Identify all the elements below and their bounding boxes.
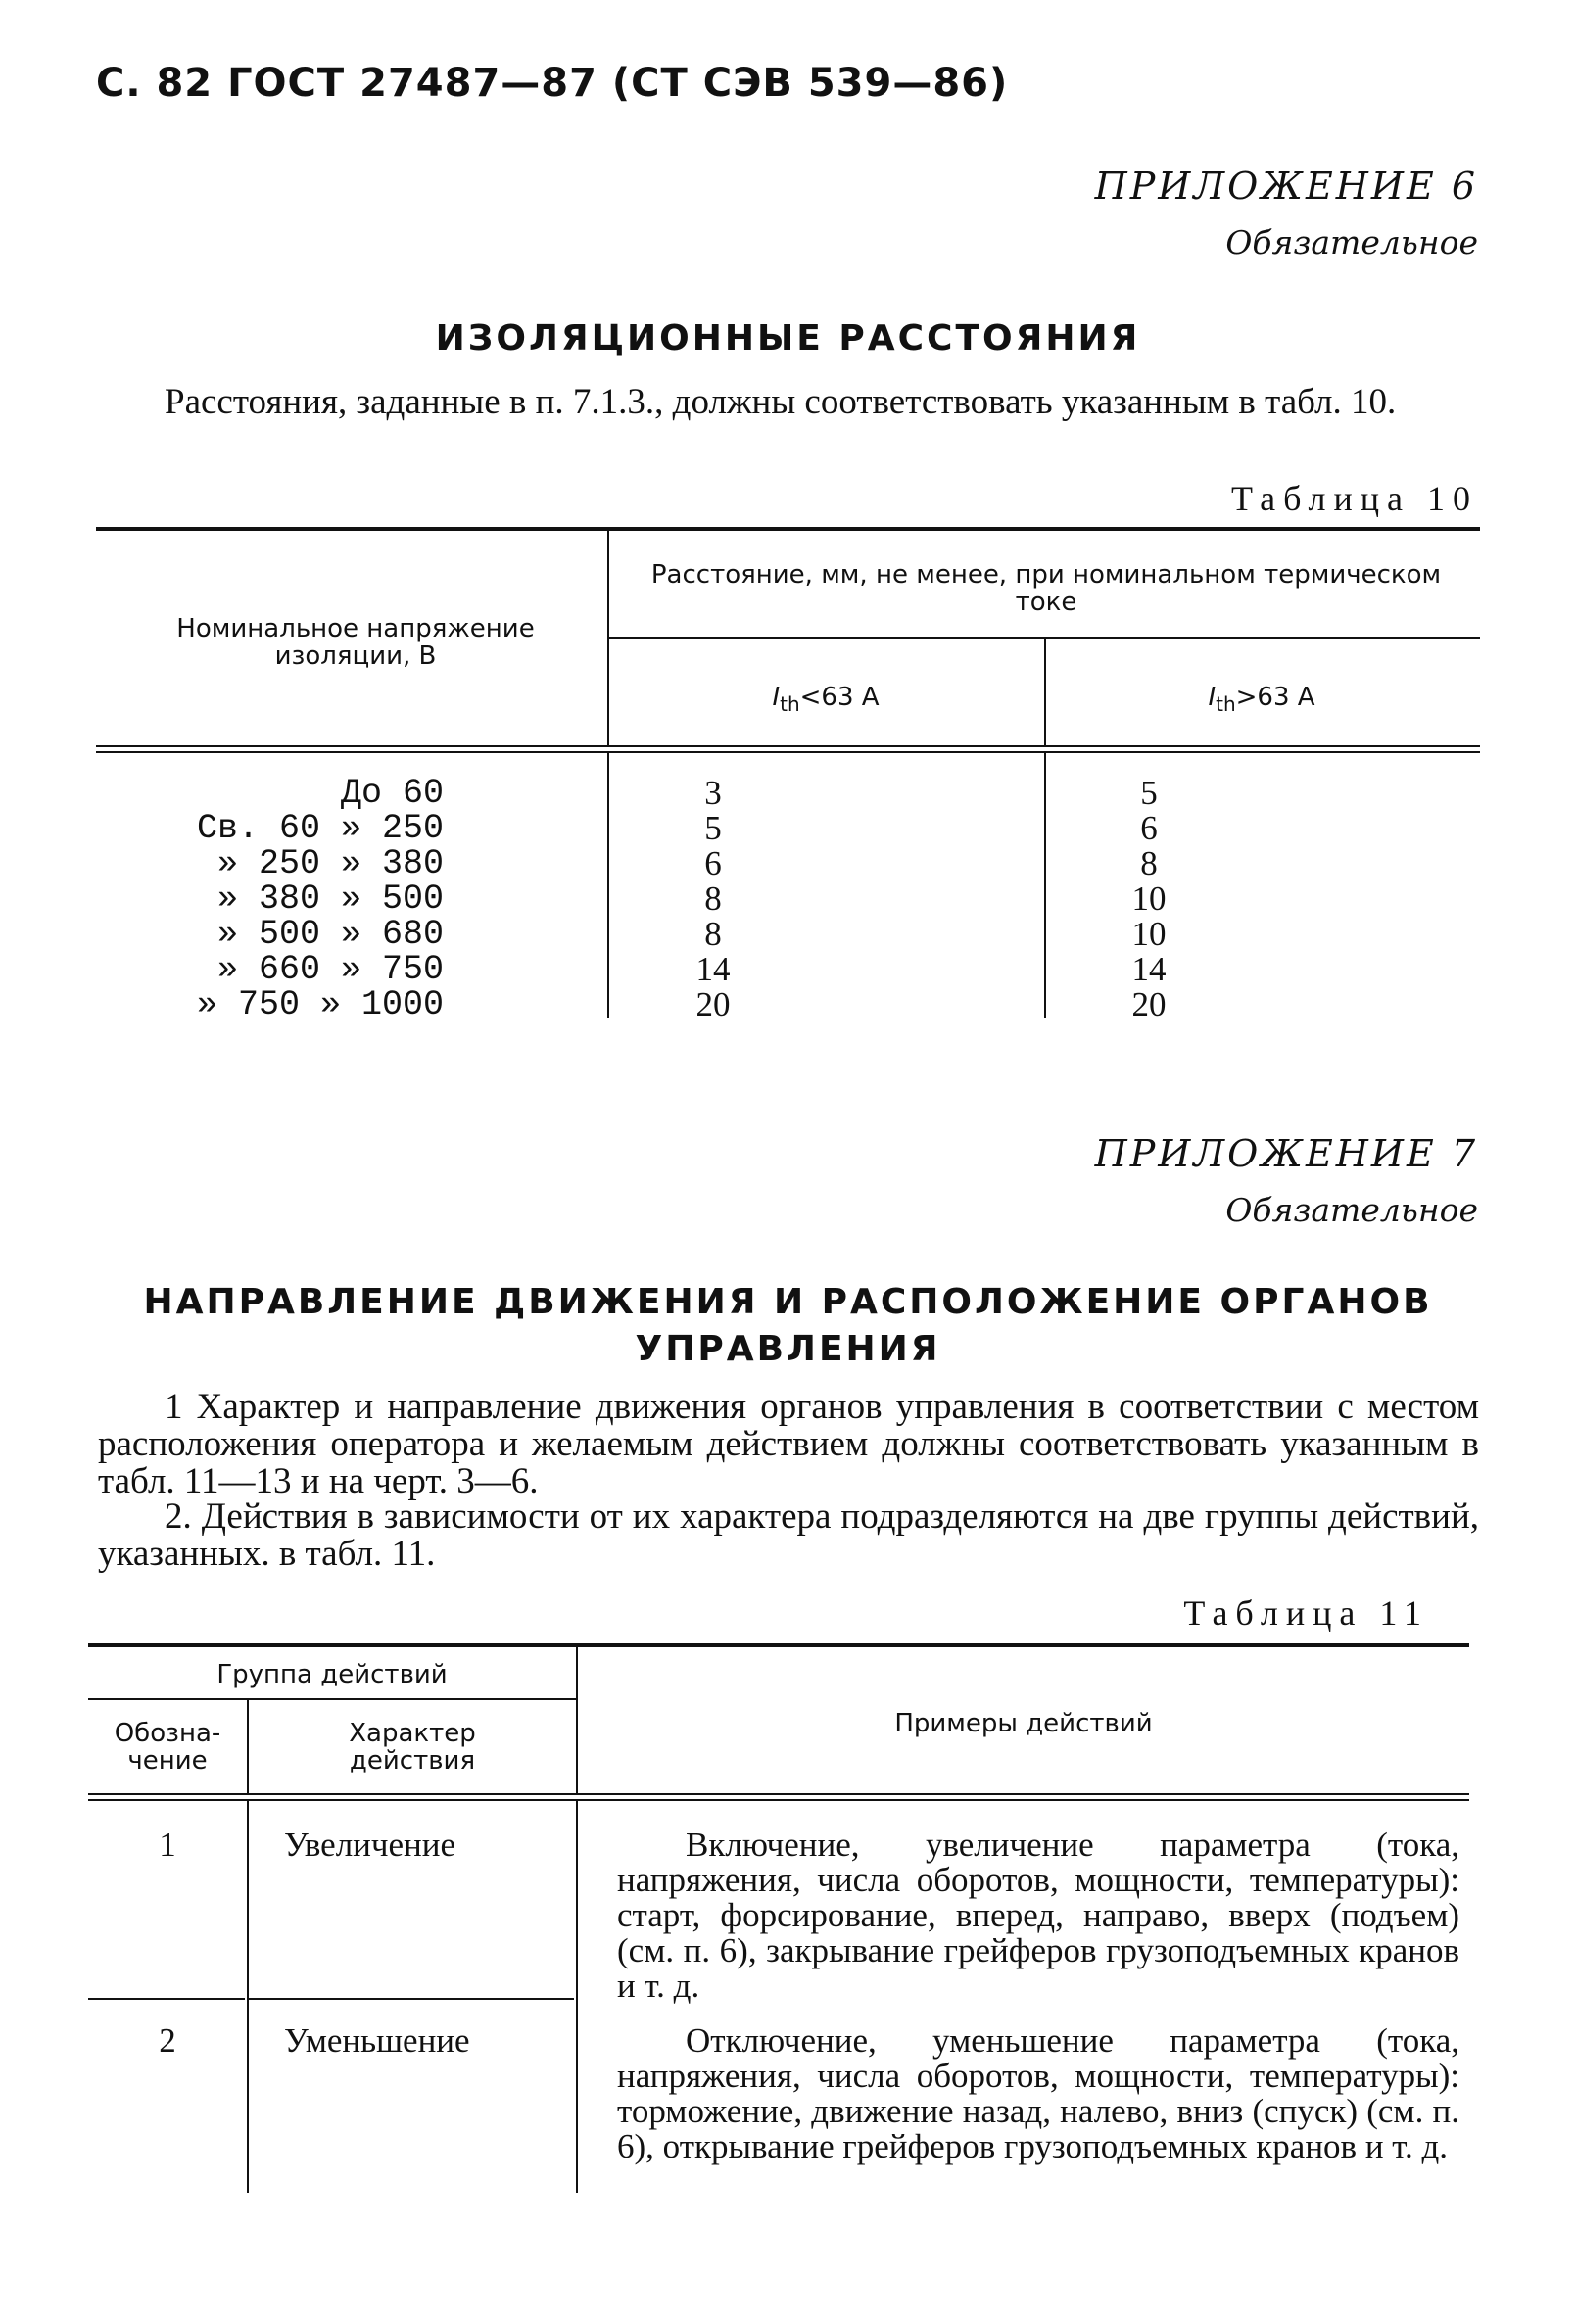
- table-10-gt63: 5: [1140, 774, 1158, 812]
- table-10-col-gt63-sym: I: [1208, 683, 1217, 712]
- appendix-7-heading-line-2: УПРАВЛЕНИЯ: [635, 1329, 941, 1369]
- appendix-7-paragraph-1-text: 1 Характер и направление движения органов управления в соответствии с местом расположения оператора и желаемым действием должны соответствовать указанным в табл. 11—13 и на черт. 3—6.: [98, 1387, 1479, 1501]
- appendix-7-paragraph-2-text: 2. Действия в зависимости от их характера подразделяются на две группы действий, указанных. в табл. 11.: [98, 1496, 1479, 1574]
- table-10-gt63: 14: [1131, 950, 1167, 988]
- table-10-voltage: Св. 60 » 250: [196, 809, 444, 848]
- page-header: С. 82 ГОСТ 27487—87 (СТ СЭВ 539—86): [96, 61, 1009, 106]
- table-11-col-type-header: Характер действия: [349, 1719, 476, 1776]
- table-10-gt63: 8: [1140, 844, 1158, 882]
- table-10: [96, 527, 1480, 1026]
- table-10-col-lt63-header: [615, 683, 1036, 716]
- table-10-col-gt63-sub: th: [1216, 692, 1236, 716]
- table-10-voltage: » 500 » 680: [216, 915, 444, 954]
- table-10-voltage: » 250 » 380: [216, 844, 444, 883]
- table-10-voltage: » 660 » 750: [216, 950, 444, 989]
- table-10-lt63: 8: [704, 915, 722, 953]
- table-11-row-1-examples: Включение, увеличение параметра (тока, напряжения, числа оборотов, мощности, температуры): старт, форсирование, вперед, направо, вверх (подъем) (см. п. 6), закрывание грейферов грузоподъемных кранов и т. д.: [617, 1826, 1459, 2005]
- table-11-row-2-code: 2: [159, 2021, 176, 2060]
- table-11-caption: Таблица 11: [1183, 1593, 1429, 1633]
- table-10-caption: Таблица 10: [1231, 479, 1478, 518]
- appendix-6-title: ПРИЛОЖЕНИЕ 6: [1094, 165, 1478, 208]
- table-row: [96, 985, 1480, 1024]
- appendix-6-paragraph: [98, 384, 1479, 421]
- appendix-6-status: Обязательное: [1225, 223, 1478, 261]
- appendix-7-status: Обязательное: [1225, 1191, 1478, 1229]
- table-10-lt63: 14: [695, 950, 731, 988]
- appendix-7-title: ПРИЛОЖЕНИЕ 7: [1094, 1132, 1478, 1175]
- table-11-row-1-type: Увеличение: [284, 1826, 456, 1864]
- table-row: [96, 809, 1480, 848]
- table-11-row-1-code: 1: [159, 1826, 176, 1864]
- table-11-col-examples-header: Примеры действий: [894, 1709, 1153, 1738]
- table-11-col-code-header: Обозна- чение: [114, 1719, 221, 1776]
- table-10-voltage: » 750 » 1000: [196, 985, 444, 1024]
- appendix-7-heading-line-1: НАПРАВЛЕНИЕ ДВИЖЕНИЯ И РАСПОЛОЖЕНИЕ ОРГАНОВ: [143, 1282, 1433, 1322]
- table-10-lt63: 5: [704, 809, 722, 847]
- table-10-col-lt63-sub: th: [780, 692, 800, 716]
- appendix-7-paragraph-1: [98, 1389, 1479, 1500]
- table-row: [96, 774, 1480, 813]
- table-10-lt63: 20: [695, 985, 731, 1023]
- table-10-col-gt63-rest: >63 А: [1235, 683, 1315, 712]
- table-10-lt63: 8: [704, 879, 722, 918]
- table-11-row-2-examples: Отключение, уменьшение параметра (тока, напряжения, числа оборотов, мощности, температуры): торможение, движение назад, налево, вниз (спуск) (см. п. 6), открывание грейферов грузоподъемных кранов и т. д.: [617, 2021, 1459, 2165]
- table-10-gt63: 10: [1131, 879, 1167, 918]
- table-10-lt63: 3: [704, 774, 722, 812]
- table-10-col-lt63-rest: <63 А: [799, 683, 880, 712]
- appendix-7-heading: [96, 1279, 1480, 1373]
- table-10-gt63: 20: [1131, 985, 1167, 1023]
- appendix-6-paragraph-text: Расстояния, заданные в п. 7.1.3., должны соответствовать указанным в табл. 10.: [165, 382, 1397, 422]
- table-10-voltage: До 60: [340, 774, 444, 813]
- appendix-6-heading: ИЗОЛЯЦИОННЫЕ РАССТОЯНИЯ: [435, 318, 1141, 358]
- table-10-lt63: 6: [704, 844, 722, 882]
- table-10-col-lt63-sym: I: [772, 683, 781, 712]
- table-row: [96, 879, 1480, 919]
- table-10-group-header: Расстояние, мм, не менее, при номинальном термическом токе: [650, 560, 1442, 617]
- table-10-voltage: » 380 » 500: [216, 879, 444, 919]
- table-11: [88, 1643, 1469, 2221]
- table-11-row-2-type: Уменьшение: [284, 2021, 470, 2060]
- table-row: [96, 950, 1480, 989]
- table-10-col-voltage-header: Номинальное напряжение изоляции, В: [176, 614, 535, 671]
- table-10-col-gt63-header: [1051, 683, 1472, 716]
- table-row: [96, 844, 1480, 883]
- table-11-group-header: Группа действий: [216, 1660, 448, 1689]
- table-10-gt63: 10: [1131, 915, 1167, 953]
- table-row: [96, 915, 1480, 954]
- appendix-7-paragraph-2: [98, 1498, 1479, 1573]
- table-10-gt63: 6: [1140, 809, 1158, 847]
